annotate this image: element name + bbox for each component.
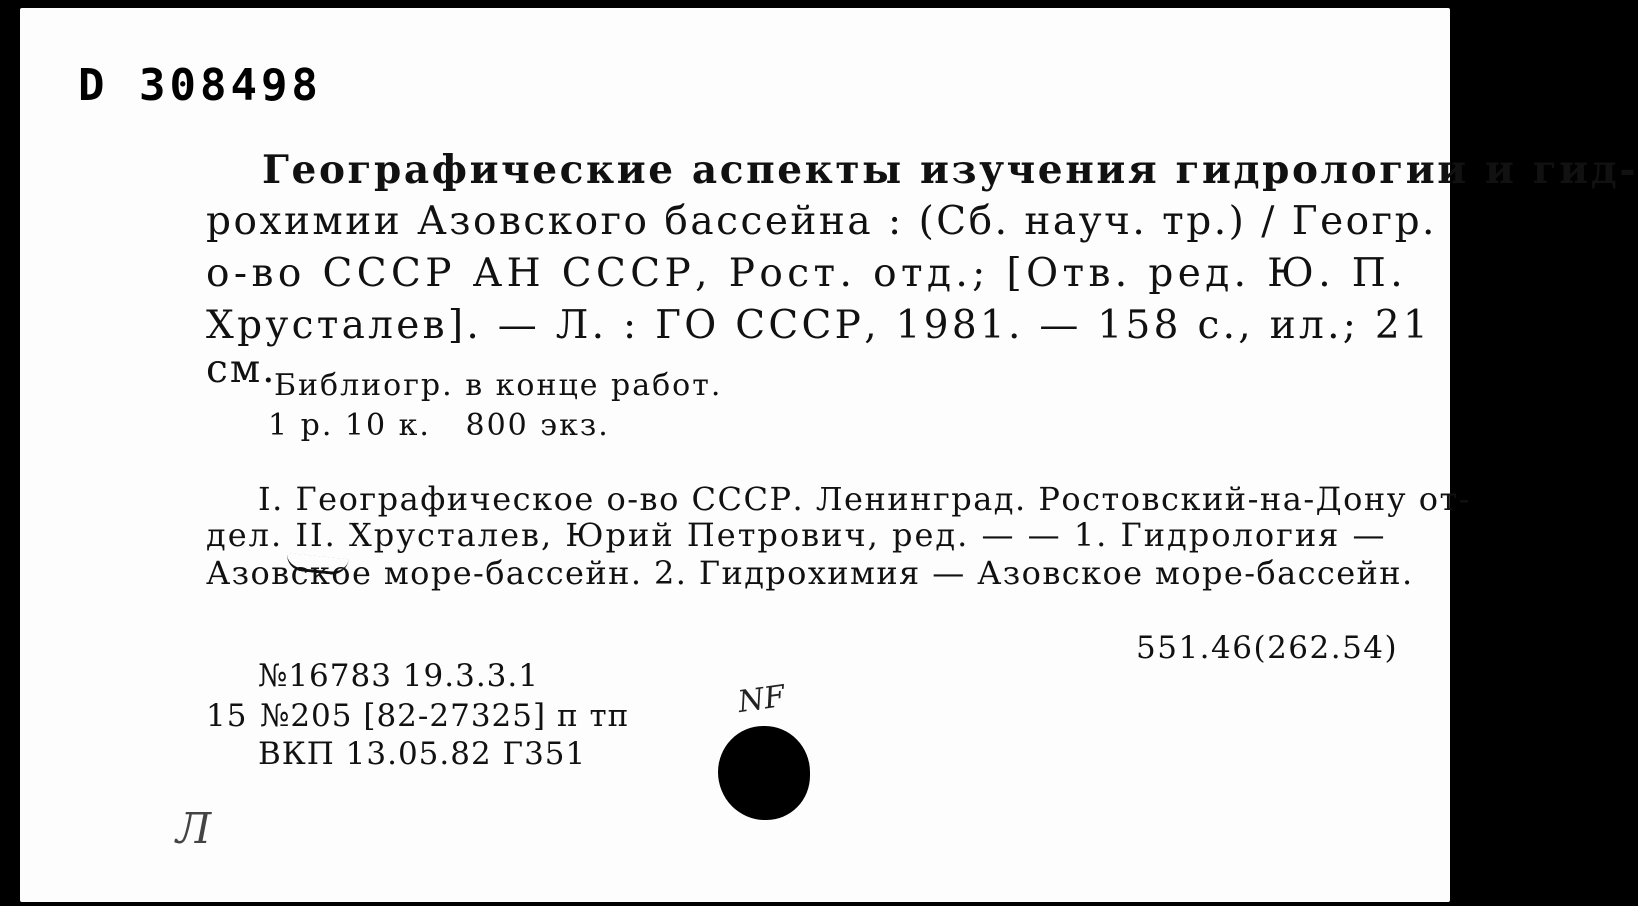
price-and-copies: 1 р. 10 к. 800 экз. bbox=[268, 408, 610, 443]
corner-pencil-mark: Л bbox=[176, 804, 212, 853]
catalog-card bbox=[20, 8, 1638, 902]
title-line-1: Географические аспекты изучения гидрологии и гид- bbox=[262, 147, 1638, 193]
handwritten-mark: NF bbox=[735, 678, 788, 721]
title-line-2: рохимии Азовского бассейна : (Сб. науч. тр.) / Геогр. bbox=[206, 199, 1437, 244]
title-line-5: см. bbox=[206, 347, 277, 392]
subject-line-1: I. Географическое о-во СССР. Ленинград. Ростовский-на-Дону от- bbox=[258, 480, 1472, 518]
title-line-3: о-во СССР АН СССР, Рост. отд.; [Отв. ред. Ю. П. bbox=[206, 251, 1407, 296]
tech-line-3: ВКП 13.05.82 Г351 bbox=[258, 736, 587, 772]
tech-line-2: №205 [82-27325] п тп bbox=[260, 698, 630, 734]
tech-prefix: 15 bbox=[206, 698, 248, 734]
subject-line-3: Азовское море-бассейн. 2. Гидрохимия — Азовское море-бассейн. bbox=[206, 554, 1414, 592]
inventory-stamp: D 308498 bbox=[78, 60, 322, 111]
udc-index: 551.46(262.54) bbox=[1136, 630, 1399, 666]
tech-line-1: №16783 19.3.3.1 bbox=[258, 658, 539, 694]
bibliography-note: Библиогр. в конце работ. bbox=[274, 368, 723, 403]
punch-dot bbox=[718, 726, 810, 820]
subject-line-2: дел. II. Хрусталев, Юрий Петрович, ред. — — 1. Гидрология — bbox=[206, 516, 1387, 554]
title-line-4: Хрусталев]. — Л. : ГО СССР, 1981. — 158 с., ил.; 21 bbox=[206, 303, 1432, 348]
